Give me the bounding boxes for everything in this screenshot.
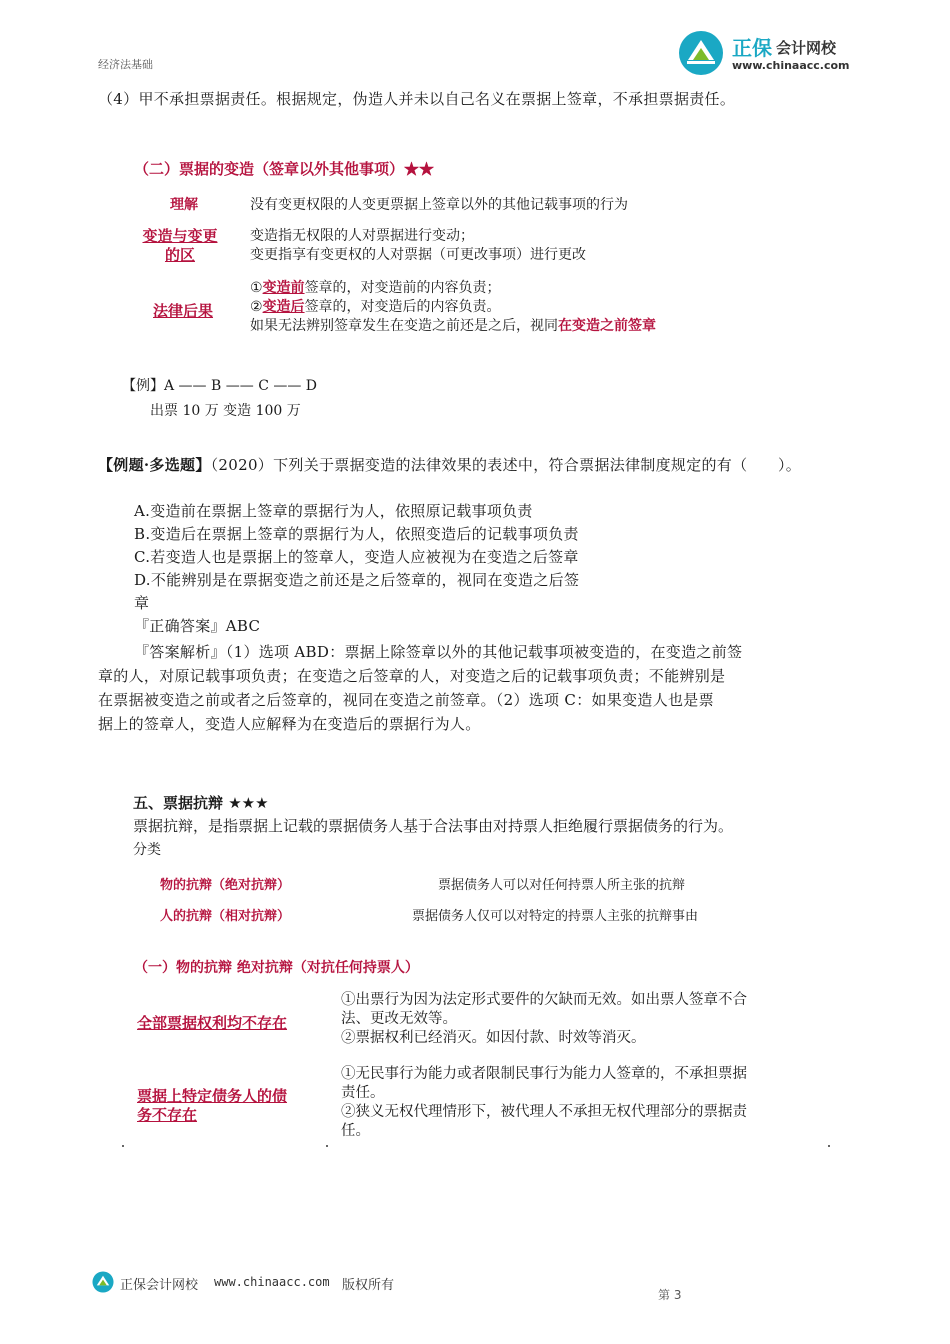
logo-sub-text: 会计网校 xyxy=(776,39,837,57)
example-values: 出票 10 万 变造 100 万 xyxy=(150,403,301,419)
defense-desc-object: 票据债务人可以对任何持票人所主张的抗辩 xyxy=(438,878,686,893)
alteration-content-difference-2: 变更指享有变更权的人对票据（可更改事项）进行更改 xyxy=(250,247,586,263)
object-defense-content-2-line-3: ②狭义无权代理情形下，被代理人不承担无权代理部分的票据责 xyxy=(341,1104,747,1120)
example-chain: 【例】A —— B —— C —— D xyxy=(122,378,318,394)
question-analysis-3: 在票据被变造之前或者之后签章的，视同在变造之前签章。（2）选项 C：如果变造人也是票 xyxy=(98,691,714,709)
object-defense-label-2-line-1: 票据上特定债务人的债 xyxy=(137,1087,288,1105)
logo xyxy=(678,30,878,76)
table-bottom-dots xyxy=(122,1145,830,1149)
effect-after-rest: 签章的，对变造后的内容负责。 xyxy=(304,299,501,315)
effect-after-link: 变造后 xyxy=(262,299,305,315)
object-defense-content-1-line-2: 法、更改无效等。 xyxy=(341,1011,457,1027)
alteration-content-difference-1: 变造指无权限的人对票据进行变动； xyxy=(250,228,474,244)
effect-line-3-red: 在变造之前签章 xyxy=(558,318,656,334)
paragraph-4: （4）甲不承担票据责任。根据规定，伪造人并未以自己名义在票据上签章，不承担票据责任。 xyxy=(98,90,736,108)
object-defense-content-2-line-4: 任。 xyxy=(341,1123,370,1139)
defense-class-label: 分类 xyxy=(133,842,161,858)
question-option-d: D.不能辨别是在票据变造之前还是之后签章的，视同在变造之后签 xyxy=(134,571,580,589)
object-defense-content-1-line-3: ②票据权利已经消灭。如因付款、时效等消灭。 xyxy=(341,1030,646,1046)
effect-before-rest: 签章的，对变造前的内容负责； xyxy=(304,280,501,296)
alteration-label-difference xyxy=(142,227,218,265)
footer-logo-icon xyxy=(92,1271,114,1293)
circle-1: ① xyxy=(250,280,263,296)
defense-desc-person: 票据债务人仅可以对特定的持票人主张的抗辩事由 xyxy=(412,909,699,924)
header-fragment: 经济法基础 xyxy=(98,58,153,71)
defense-definition: 票据抗辩，是指票据上记载的票据债务人基于合法事由对持票人拒绝履行票据债务的行为。 xyxy=(133,817,734,835)
defense-type-person: 人的抗辩（相对抗辩） xyxy=(160,909,291,924)
footer-brand: 正保会计网校 xyxy=(120,1278,199,1293)
object-defense-content-2-line-1: ①无民事行为能力或者限制民事行为能力人签章的，不承担票据 xyxy=(341,1066,747,1082)
alteration-effect-line-3 xyxy=(250,316,656,336)
footer-page: 第 3 xyxy=(658,1288,682,1302)
question-analysis-2: 章的人，对原记载事项负责；在变造之后签章的人，对变造之后的记载事项负责；不能辨别是 xyxy=(98,667,726,685)
defense-type-object: 物的抗辩（绝对抗辩） xyxy=(160,878,291,893)
footer-url: www.chinaacc.com xyxy=(214,1275,330,1289)
logo-url: www.chinaacc.com xyxy=(732,59,850,72)
alteration-effect-line-1 xyxy=(250,278,501,298)
alteration-label-difference-text: 变造与变更的区 xyxy=(142,227,218,264)
footer-rights: 版权所有 xyxy=(342,1278,395,1293)
object-defense-title: （一）物的抗辩 绝对抗辩（对抗任何持票人） xyxy=(134,960,419,976)
footer xyxy=(92,1271,852,1302)
alteration-effect-line-2 xyxy=(250,297,501,317)
object-defense-label-2-line-2: 务不存在 xyxy=(137,1106,198,1124)
logo-icon xyxy=(678,30,724,76)
question-analysis-4: 据上的签章人，变造人应解释为在变造后的票据行为人。 xyxy=(98,715,481,733)
question-stem xyxy=(98,454,850,477)
alteration-content-understand: 没有变更权限的人变更票据上签章以外的其他记载事项的行为 xyxy=(250,197,628,213)
object-defense-content-2-line-2: 责任。 xyxy=(341,1085,385,1101)
effect-before-link: 变造前 xyxy=(262,280,305,296)
logo-main-text: 正保 xyxy=(732,36,772,60)
object-defense-label-1: 全部票据权利均不存在 xyxy=(137,1014,288,1032)
effect-line-3-text: 如果无法辨别签章发生在变造之前还是之后，视同 xyxy=(250,318,558,334)
question-option-d-wrap: 章 xyxy=(134,594,150,612)
question-option-a: A.变造前在票据上签章的票据行为人，依照原记载事项负责 xyxy=(134,502,533,520)
object-defense-content-1-line-1: ①出票行为因为法定形式要件的欠缺而无效。如出票人签章不合 xyxy=(341,992,747,1008)
question-stem-text: （2020）下列关于票据变造的法律效果的表述中，符合票据法律制度规定的有（ ）。 xyxy=(210,456,802,474)
question-answer: 『正确答案』ABC xyxy=(134,617,261,635)
alteration-label-understand: 理解 xyxy=(170,197,198,213)
alteration-label-legal-effect: 法律后果 xyxy=(153,302,214,320)
question-option-c: C.若变造人也是票据上的签章人，变造人应被视为在变造之后签章 xyxy=(134,548,579,566)
question-analysis-1: 『答案解析』（1）选项 ABD：票据上除签章以外的其他记载事项被变造的，在变造之前签 xyxy=(134,643,743,661)
defense-title: 五、票据抗辩 ★★★ xyxy=(133,794,269,812)
question-tag: 【例题·多选题】 xyxy=(98,456,211,474)
circle-2: ② xyxy=(250,299,263,315)
question-option-b: B.变造后在票据上签章的票据行为人，依照变造后的记载事项负责 xyxy=(134,525,579,543)
alteration-section-title: （二）票据的变造（签章以外其他事项）★★ xyxy=(134,160,435,178)
